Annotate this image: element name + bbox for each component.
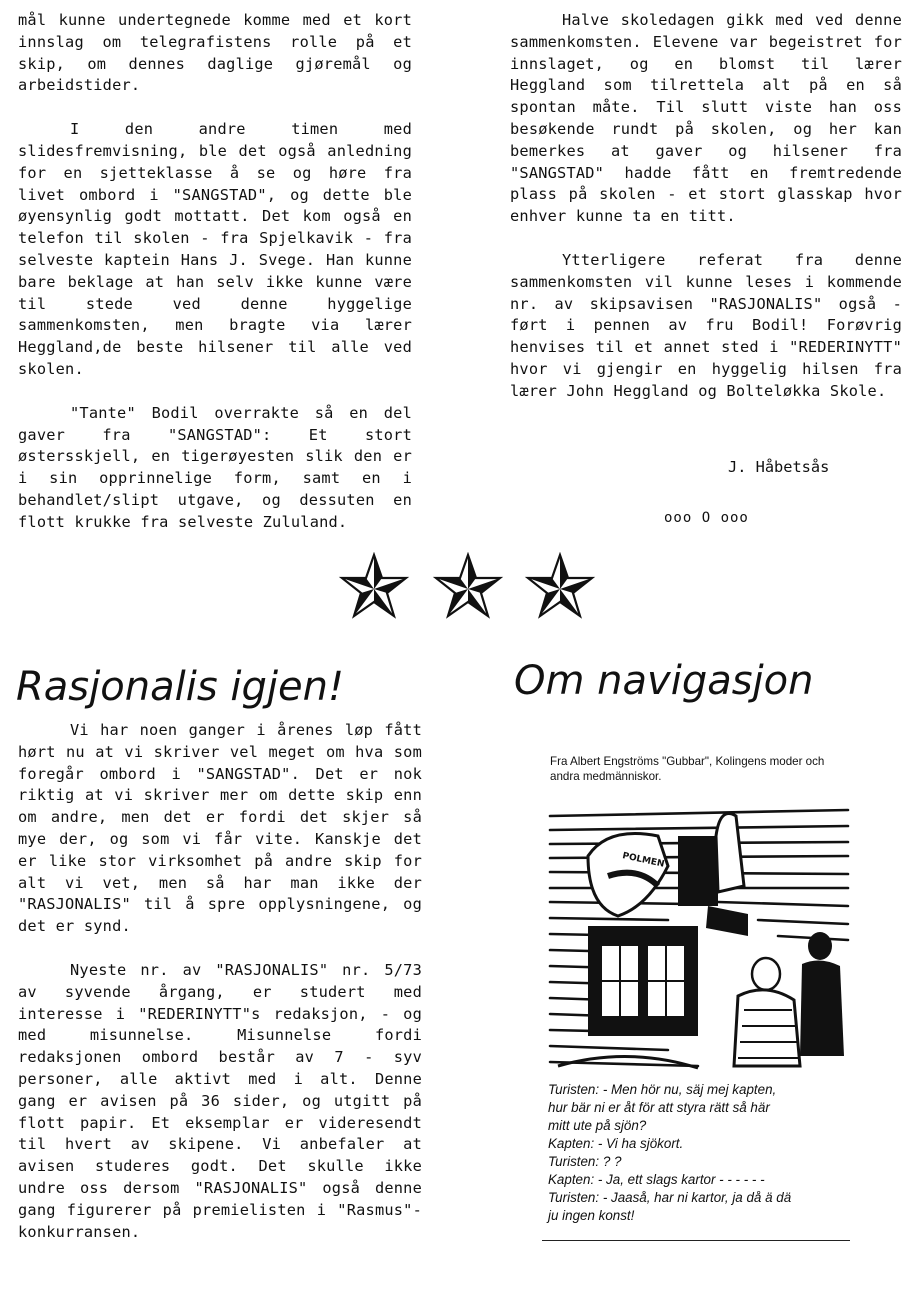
rasjonalis-article-body: [18, 720, 422, 1243]
stars-divider: [338, 552, 598, 626]
paragraph: Vi har noen ganger i årenes løp fått hørt nu at vi skriver vel meget om hva som foregår ombord i "SANGSTAD". Det er nok riktig at vi skriver mer om dette skip enn om andre, men det er fordi det skjer så mye der, og som vi får vite. Kanskje det er like stor virksomhet på andre skip for alt vi vet, men så har man ikke der "RASJONALIS" til å spre opplysningene, og det er synd.: [18, 721, 422, 936]
star-icon: [436, 555, 500, 616]
dialogue-line: Turisten: - Jaaså, har ni kartor, ja då ä dä: [548, 1190, 792, 1205]
cartoon-dialogue: [548, 1081, 858, 1225]
dialogue-line: ju ingen konst!: [548, 1208, 635, 1223]
author-signature: J. Håbetsås: [728, 458, 830, 476]
section-separator: ooo O ooo: [664, 510, 749, 526]
left-column-top: [18, 10, 412, 534]
sign-text: POLMEN: [621, 851, 666, 870]
dialogue-line: Kapten: - Ja, ett slags kartor - - - - - -: [548, 1172, 765, 1187]
star-icon: [528, 555, 592, 616]
divider: [542, 1240, 850, 1241]
cartoon-illustration: [548, 796, 850, 1076]
dialogue-line: mitt ute på sjön?: [548, 1118, 647, 1133]
illustration-source-caption: Fra Albert Engströms "Gubbar", Kolingens moder och andra medmänniskor.: [550, 755, 825, 783]
article-heading: Rasjonalis igjen!: [16, 664, 344, 710]
dialogue-line: Turisten: - Men hör nu, säj mej kapten,: [548, 1082, 777, 1097]
star-icon: [342, 555, 406, 616]
dialogue-line: Kapten: - Vi ha sjökort.: [548, 1136, 684, 1151]
dialogue-line: Turisten: ? ?: [548, 1154, 622, 1169]
dialogue-line: hur bär ni er åt för att styra rätt så här: [548, 1100, 770, 1115]
paragraph: I den andre timen med slidesfremvisning, ble det også anledning for en sjetteklasse å se og høre fra livet ombord i "SANGSTAD", og dette ble øyensynlig godt mottatt. Det kom også en telefon til skolen - fra Spjelkavik - fra selveste kaptein Hans J. Svege. Han kunne bare beklage at han selv ikke kunne være til stede ved denne hyggelige sammenkomsten, men bragte via lærer Heggland,de beste hilsener til alle ved skolen.: [18, 120, 412, 378]
paragraph: Halve skoledagen gikk med ved denne sammenkomsten. Elevene var begeistret for innslaget, og en blomst til lærer Heggland som tilrettela alt på en så spontan måte. Til slutt viste han oss besøkende rundt på skolen, og her kan bemerkes at gaver og hilsener fra "SANGSTAD" hadde fått en fremtredende plass på skolen - et stort glasskap hvor enhver kunne ta en titt.: [510, 11, 902, 226]
paragraph: Nyeste nr. av "RASJONALIS" nr. 5/73 av syvende årgang, er studert med interesse i "REDERINYTT"s redaksjon, - og med misunnelse. Misunnelse fordi redaksjonen ombord består av 7 - syv personer, alle aktivt med i alt. Denne gang er avisen på 36 sider, og utgitt på flott papir. Et eksemplar er videresendt til hvert av skipene. Vi anbefaler at avisen studeres godt. Det skulle ikke undre oss dersom "RASJONALIS" også denne gang figurerer på premielisten i "Rasmus"-konkurransen.: [18, 960, 422, 1241]
right-column-top: [510, 10, 902, 403]
paragraph: "Tante" Bodil overrakte så en del gaver fra "SANGSTAD": Et stort østersskjell, en tigerøyesten slik den er i sin opprinnelige form, samt en i behandlet/slipt utgave, og dessuten en flott krukke fra selveste Zululand.: [18, 403, 412, 531]
paragraph: mål kunne undertegnede komme med et kort innslag om telegrafistens rolle på et skip, om dennes daglige gjøremål og arbeidstider.: [18, 11, 412, 95]
paragraph: Ytterligere referat fra denne sammenkomsten vil kunne leses i kommende nr. av skipsavisen "RASJONALIS" også - ført i pennen av fru Bodil! Forøvrig henvises til et annet sted i "REDERINYTT" hvor vi gjengir en hyggelig hilsen fra lærer John Heggland og Bolteløkka Skole.: [510, 250, 902, 400]
article-heading: Om navigasjon: [514, 658, 814, 704]
